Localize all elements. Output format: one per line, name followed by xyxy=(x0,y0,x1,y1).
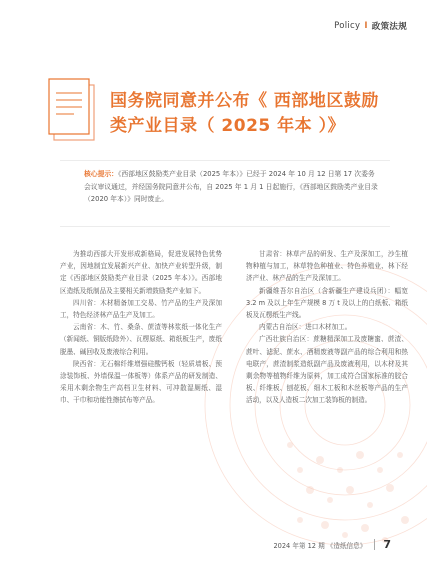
section-label-en: Policy xyxy=(334,21,361,31)
page-footer xyxy=(273,538,391,551)
paragraph: 新疆维吾尔自治区（含新疆生产建设兵团）：幅宽 3.2 m 及以上年生产规模 8 万 t 及以上的白纸板、箱纸板及瓦楞纸生产线。 xyxy=(246,286,408,320)
key-notice-label: 核心提示： xyxy=(84,170,118,178)
footer-divider xyxy=(374,539,375,550)
key-notice xyxy=(84,168,380,206)
article-title xyxy=(110,89,390,139)
paragraph: 四川省：木材精备加工交易、竹产品的生产及深加工，特色经济林产品生产及加工。 xyxy=(60,298,222,320)
issue-info: 2024 年第 12 期 《造纸信息》 xyxy=(273,541,367,550)
article-title-line-1: 国务院同意并公布《 西部地区鼓励 xyxy=(110,91,379,111)
paragraph: 内蒙古自治区：进口木材加工。 xyxy=(259,323,352,332)
article-left-column xyxy=(60,248,222,407)
paragraph: 陕西省：无石棉纤维增强硅酸钙板（轻质墙板、预涂装饰板、外墙保温一体板等）体系产品的研发制造、采用木剩余物生产高档卫生材料、可冲散湿厕纸、湿巾、干巾和功能性擦拭布等产品。 xyxy=(60,359,222,405)
paragraph: 甘肃省：林草产品的研发、生产及深加工，沙生植物种植与加工，林草特色种植业、特色养殖业、林下经济产业、林产品的生产及深加工。 xyxy=(246,250,408,283)
section-header xyxy=(334,18,407,34)
section-divider: I xyxy=(364,21,368,31)
notice-bottom-divider xyxy=(60,226,390,227)
article-title-line-2: 类产业目录（ 2025 年本 ）》 xyxy=(110,116,346,136)
section-label-cn: 政策法规 xyxy=(371,22,407,32)
notice-top-divider xyxy=(60,160,390,161)
document-icon xyxy=(46,75,98,145)
paragraph: 为推动西部大开发形成新格局，促进发展特色优势产业，因地制宜发展新兴产业、加快产业转型升级，制定《西部地区鼓励类产业目录（2025 年本）》。西部地区造纸及纸制品及主要相关新增鼓励类产业如下。 xyxy=(60,250,222,295)
key-notice-text: 《西部地区鼓励类产业目录（2025 年本）》已经于 2024 年 10 月 12 日第 17 次委务会议审议通过，并经国务院同意并公布，自 2025 年 1 月 1 日起施行，《西部地区鼓励类产业目录（2020 年本）》同时废止。 xyxy=(84,170,378,203)
page-number: 7 xyxy=(383,538,391,551)
paragraph: 云南省：木、竹、桑条、蔗渣等林浆纸一体化生产（新闻纸、铜版纸除外）、瓦楞原纸、箱纸板生产，废纸脱墨、碱回收及废液综合利用。 xyxy=(60,323,222,356)
paragraph: 广西壮族自治区：蔗糖精深加工及废糖蜜、蔗渣、蔗叶、滤泥、蔗水、酒精废液等副产品的综合利用和热电联产，蔗渣制浆造纸副产品及废液利用，以木材及其剩余物等植物纤维为原料，加工成符合国家标准的胶合板、纤维板、刨花板、细木工板和木丝板等产品的生产活动，以及人造板二次加工装饰板的制造。 xyxy=(246,335,408,405)
article-right-column xyxy=(246,248,408,407)
